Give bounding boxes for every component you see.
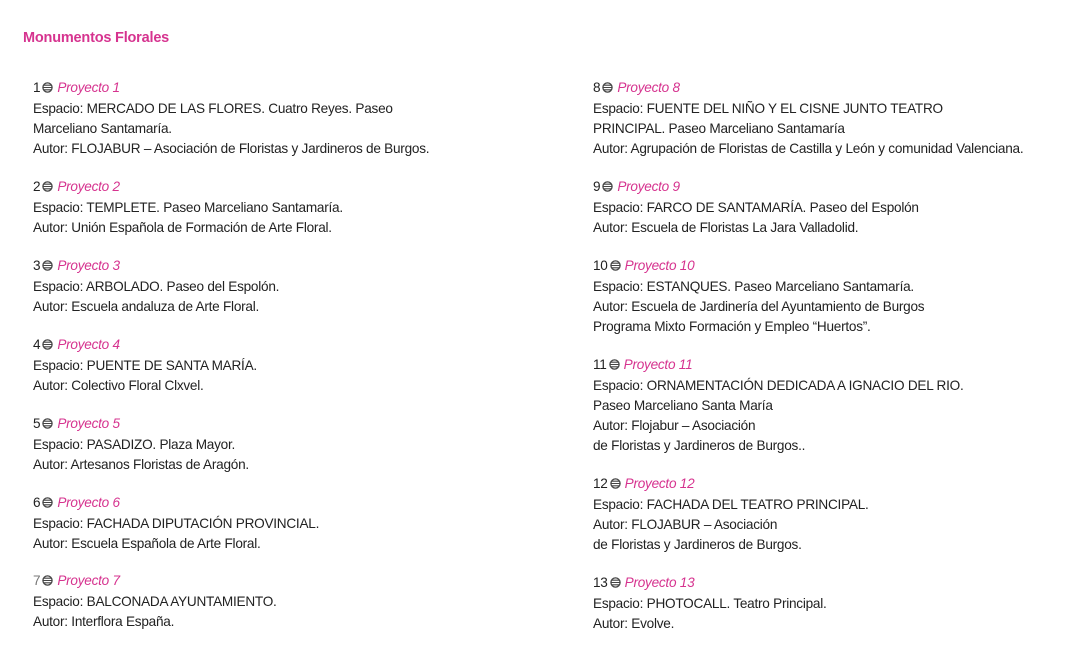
- project-author: Autor: Artesanos Floristas de Aragón.: [33, 457, 249, 472]
- project-link[interactable]: Proyecto 1: [57, 80, 120, 95]
- globe-icon: [42, 572, 53, 592]
- project-link[interactable]: Proyecto 2: [57, 179, 120, 194]
- project-space: Espacio: FARCO DE SANTAMARÍA. Paseo del Espolón: [593, 200, 919, 215]
- project-author: Autor: Escuela de Floristas La Jara Valladolid.: [593, 220, 859, 235]
- project-number: 1: [33, 80, 41, 95]
- project-space: Espacio: ARBOLADO. Paseo del Espolón.: [33, 279, 280, 294]
- project-author: Autor: Flojabur – Asociación: [593, 418, 756, 433]
- project-author: Autor: Escuela Española de Arte Floral.: [33, 536, 261, 551]
- project-item: [33, 177, 553, 238]
- project-item: [33, 335, 553, 396]
- project-space-cont: Marceliano Santamaría.: [33, 121, 172, 136]
- project-item: [33, 571, 553, 632]
- project-author-cont: de Floristas y Jardineros de Burgos..: [593, 438, 806, 453]
- project-number: 12: [593, 476, 608, 491]
- project-number: 13: [593, 575, 608, 590]
- project-space: Espacio: BALCONADA AYUNTAMIENTO.: [33, 594, 277, 609]
- globe-icon: [610, 574, 621, 594]
- project-number: 11: [593, 357, 607, 372]
- projects-column-right: [593, 78, 1063, 634]
- globe-icon: [602, 79, 613, 99]
- globe-icon: [609, 356, 620, 376]
- project-item: [593, 78, 1063, 159]
- project-item: [33, 493, 553, 554]
- globe-icon: [42, 415, 53, 435]
- globe-icon: [42, 494, 53, 514]
- project-item: [33, 78, 553, 159]
- project-number: 4: [33, 337, 41, 352]
- project-number: 5: [33, 416, 41, 431]
- project-number: 9: [593, 179, 601, 194]
- project-space-cont: PRINCIPAL. Paseo Marceliano Santamaría: [593, 121, 845, 136]
- globe-icon: [610, 475, 621, 495]
- project-link[interactable]: Proyecto 4: [57, 337, 120, 352]
- projects-column-left: [33, 78, 553, 632]
- project-space-cont: Paseo Marceliano Santa María: [593, 398, 773, 413]
- project-item: [593, 177, 1063, 238]
- project-space: Espacio: FUENTE DEL NIÑO Y EL CISNE JUNTO TEATRO: [593, 101, 943, 116]
- globe-icon: [42, 336, 53, 356]
- project-link[interactable]: Proyecto 8: [617, 80, 680, 95]
- project-author: Autor: Evolve.: [593, 616, 675, 631]
- project-number: 6: [33, 495, 41, 510]
- project-link[interactable]: Proyecto 7: [57, 573, 120, 588]
- project-link[interactable]: Proyecto 13: [624, 575, 695, 590]
- globe-icon: [610, 257, 621, 277]
- project-number: 8: [593, 80, 601, 95]
- project-author: Autor: FLOJABUR – Asociación: [593, 517, 778, 532]
- project-space: Espacio: ESTANQUES. Paseo Marceliano Santamaría.: [593, 279, 914, 294]
- project-space: Espacio: PUENTE DE SANTA MARÍA.: [33, 358, 257, 373]
- project-author-cont: de Floristas y Jardineros de Burgos.: [593, 537, 802, 552]
- project-author: Autor: Agrupación de Floristas de Castilla y León y comunidad Valenciana.: [593, 141, 1024, 156]
- project-item: [33, 256, 553, 317]
- project-item: [33, 414, 553, 475]
- project-author: Autor: Escuela de Jardinería del Ayuntamiento de Burgos: [593, 299, 925, 314]
- project-space: Espacio: FACHADA DIPUTACIÓN PROVINCIAL.: [33, 516, 320, 531]
- project-number: 10: [593, 258, 608, 273]
- project-link[interactable]: Proyecto 9: [617, 179, 680, 194]
- project-number: 3: [33, 258, 41, 273]
- globe-icon: [42, 257, 53, 277]
- project-number: 7: [33, 573, 41, 588]
- project-space: Espacio: PASADIZO. Plaza Mayor.: [33, 437, 236, 452]
- project-space: Espacio: PHOTOCALL. Teatro Principal.: [593, 596, 827, 611]
- project-space: Espacio: ORNAMENTACIÓN DEDICADA A IGNACIO DEL RIO.: [593, 378, 964, 393]
- project-space: Espacio: MERCADO DE LAS FLORES. Cuatro Reyes. Paseo: [33, 101, 393, 116]
- project-link[interactable]: Proyecto 10: [624, 258, 695, 273]
- project-item: [593, 256, 1063, 337]
- project-link[interactable]: Proyecto 11: [623, 357, 693, 372]
- project-item: [593, 474, 1063, 555]
- globe-icon: [42, 178, 53, 198]
- project-link[interactable]: Proyecto 6: [57, 495, 120, 510]
- page-title: Monumentos Florales: [23, 30, 170, 46]
- project-author: Autor: FLOJABUR – Asociación de Floristas y Jardineros de Burgos.: [33, 141, 430, 156]
- project-author: Autor: Escuela andaluza de Arte Floral.: [33, 299, 260, 314]
- project-link[interactable]: Proyecto 3: [57, 258, 120, 273]
- globe-icon: [42, 79, 53, 99]
- project-space: Espacio: TEMPLETE. Paseo Marceliano Santamaría.: [33, 200, 343, 215]
- project-author: Autor: Colectivo Floral Clxvel.: [33, 378, 204, 393]
- project-author: Autor: Interflora España.: [33, 614, 175, 629]
- project-author: Autor: Unión Española de Formación de Arte Floral.: [33, 220, 332, 235]
- project-author-cont: Programa Mixto Formación y Empleo “Huertos”.: [593, 319, 871, 334]
- project-number: 2: [33, 179, 41, 194]
- project-link[interactable]: Proyecto 5: [57, 416, 120, 431]
- project-space: Espacio: FACHADA DEL TEATRO PRINCIPAL.: [593, 497, 869, 512]
- project-item: [593, 573, 1063, 634]
- globe-icon: [602, 178, 613, 198]
- project-link[interactable]: Proyecto 12: [624, 476, 695, 491]
- project-item: [593, 355, 1063, 456]
